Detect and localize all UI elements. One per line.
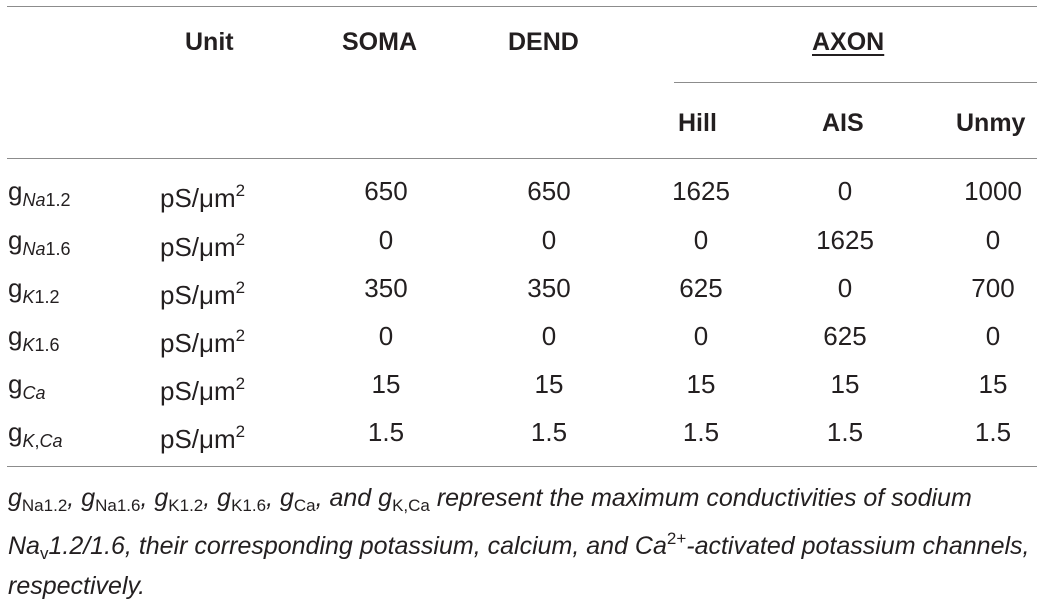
cell-dend: 350 — [527, 273, 571, 303]
cell-dend: 1.5 — [530, 417, 568, 447]
table-footnote: $g_{Na1.2}$, $g_{Na1.6}$, $g_{K1.2}$, $g_{K1.6}$, $g_{Ca}$, and $g_{K,Ca}$ represent the maximum conductivities of sodium $Na_v1.2/1.6$, their corresponding potassium, calcium, and $Ca^{2+}$-activated potassium channels, respectively. — [8, 484, 1030, 600]
cell-soma: 650 — [364, 176, 408, 206]
col-header-dend: DEND — [508, 28, 579, 56]
col-header-hill: Hill — [678, 109, 717, 137]
cell-unmy: 0 — [985, 225, 1001, 255]
cell-dend: 15 — [534, 369, 564, 399]
cell-unmy: 1000 — [964, 176, 1022, 206]
row-unit: $pS/\mu m^2$ — [160, 422, 246, 454]
top-rule — [7, 6, 1037, 7]
cell-unmy: 700 — [971, 273, 1015, 303]
cell-hill: 1.5 — [682, 417, 720, 447]
col-header-axon: AXON — [812, 28, 885, 56]
row-symbol: $g_{Na1.6}$ — [8, 225, 71, 259]
cell-hill: 0 — [693, 225, 709, 255]
cell-dend: 650 — [527, 176, 571, 206]
row-symbol: $g_{K1.6}$ — [8, 321, 60, 355]
bottom-rule — [7, 466, 1037, 467]
row-unit: $pS/\mu m^2$ — [160, 278, 246, 310]
cell-hill: 1625 — [672, 176, 730, 206]
cell-soma: 15 — [371, 369, 401, 399]
cell-soma: 0 — [378, 225, 394, 255]
col-header-unit: Unit — [185, 28, 234, 56]
cell-dend: 0 — [541, 225, 557, 255]
row-unit: $pS/\mu m^2$ — [160, 230, 246, 262]
cell-hill: 625 — [679, 273, 723, 303]
col-header-unmy: Unmy — [956, 109, 1026, 137]
cell-ais: 0 — [837, 176, 853, 206]
col-header-ais: AIS — [822, 109, 864, 137]
row-symbol: $g_{K,Ca}$ — [8, 417, 63, 451]
cell-hill: 0 — [693, 321, 709, 351]
cell-unmy: 0 — [985, 321, 1001, 351]
cell-ais: 1.5 — [826, 417, 864, 447]
cell-ais: 0 — [837, 273, 853, 303]
row-symbol: $g_{Ca}$ — [8, 369, 46, 403]
cell-hill: 15 — [686, 369, 716, 399]
cell-unmy: 15 — [978, 369, 1008, 399]
row-unit: $pS/\mu m^2$ — [160, 326, 246, 358]
cell-ais: 1625 — [816, 225, 874, 255]
axon-span-rule — [674, 82, 1037, 83]
cell-ais: 15 — [830, 369, 860, 399]
cell-soma: 1.5 — [367, 417, 405, 447]
cell-dend: 0 — [541, 321, 557, 351]
row-symbol: $g_{Na1.2}$ — [8, 176, 71, 210]
cell-unmy: 1.5 — [974, 417, 1012, 447]
col-header-soma: SOMA — [342, 28, 417, 56]
row-symbol: $g_{K1.2}$ — [8, 273, 60, 307]
cell-soma: 0 — [378, 321, 394, 351]
row-unit: $pS/\mu m^2$ — [160, 181, 246, 213]
cell-ais: 625 — [823, 321, 867, 351]
header-rule — [7, 158, 1037, 159]
cell-soma: 350 — [364, 273, 408, 303]
row-unit: $pS/\mu m^2$ — [160, 374, 246, 406]
